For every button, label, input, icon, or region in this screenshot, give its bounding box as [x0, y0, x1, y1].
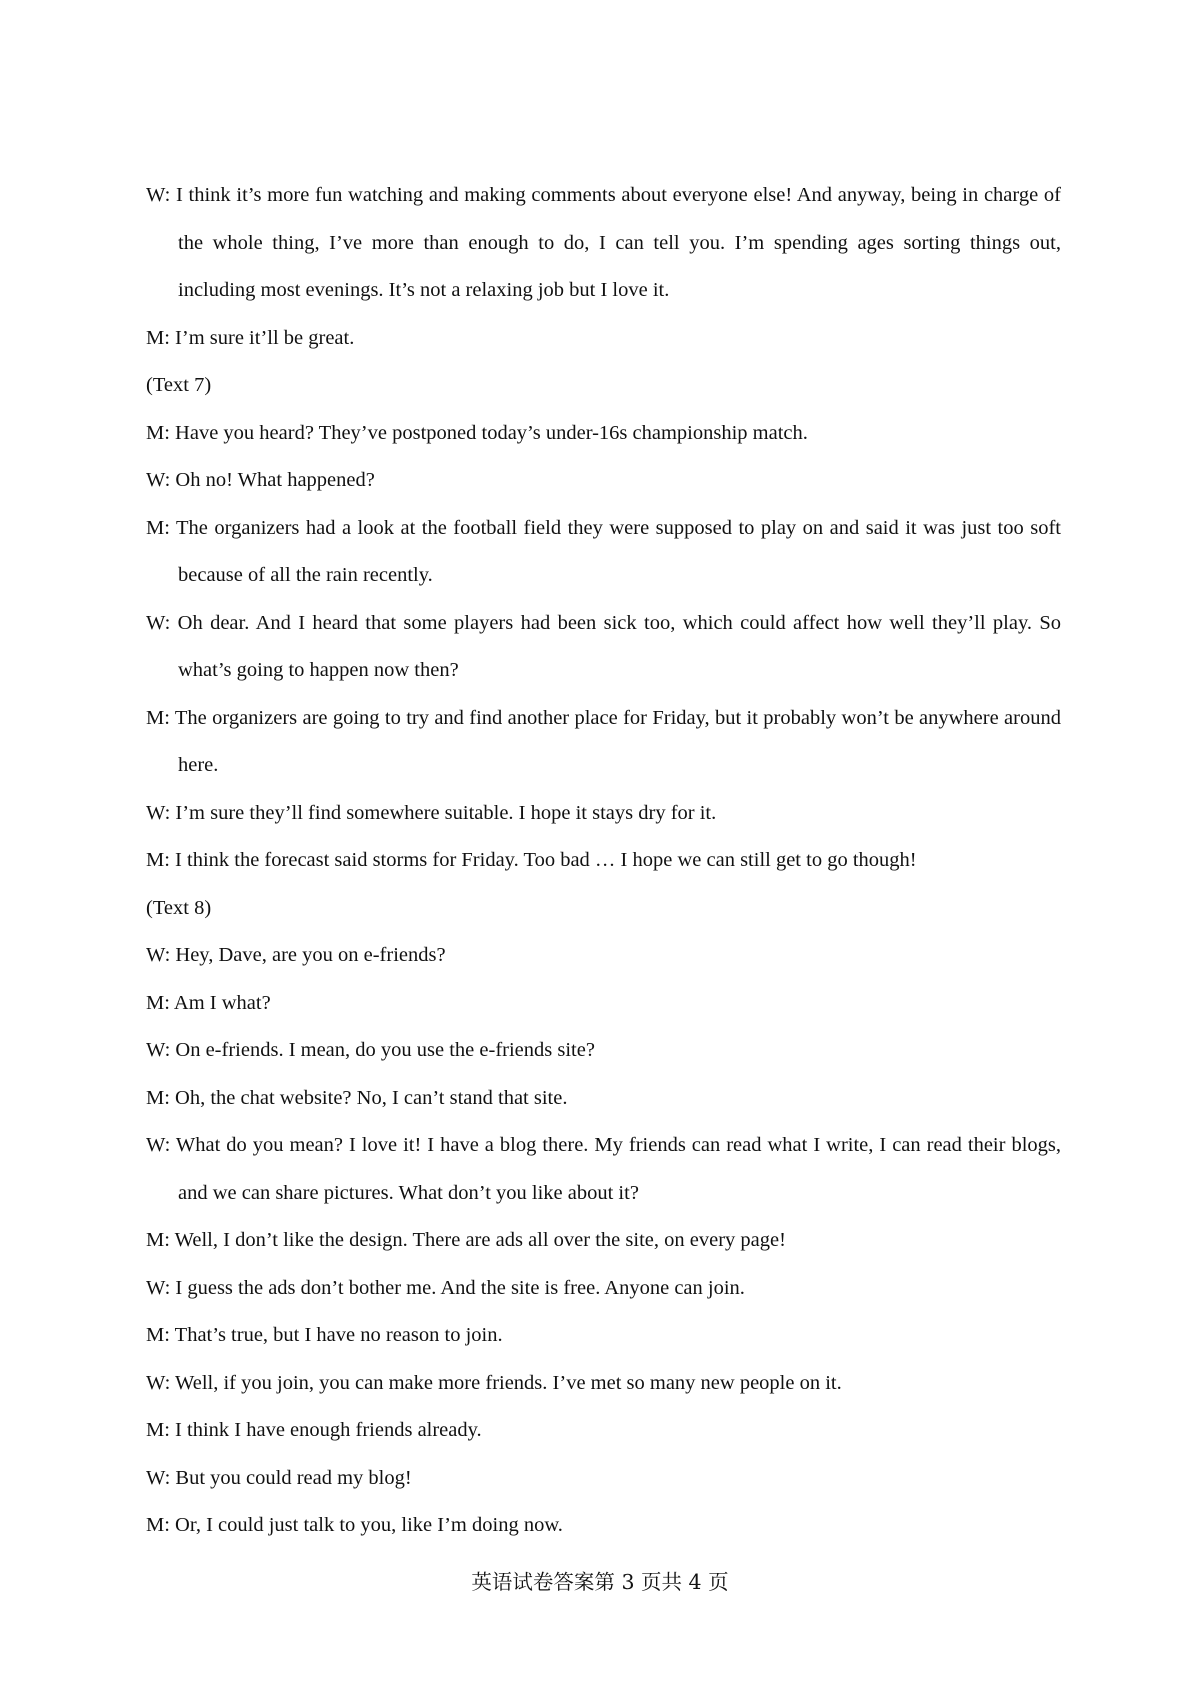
transcript-line: M: The organizers had a look at the football field they were supposed to play on and said it was just too soft because of all the rain recently. [146, 516, 1061, 586]
transcript-line: W: What do you mean? I love it! I have a blog there. My friends can read what I write, I can read their blogs, and we can share pictures. What don’t you like about it? [146, 1134, 1061, 1204]
page-footer: 英语试卷答案第 3 页共 4 页 [471, 1570, 729, 1594]
transcript-line: W: I guess the ads don’t bother me. And the site is free. Anyone can join. [146, 1276, 745, 1299]
transcript-line: W: Oh no! What happened? [146, 469, 375, 491]
section-heading: (Text 7) [146, 374, 212, 396]
transcript-line: M: That’s true, but I have no reason to join. [146, 1324, 503, 1346]
transcript-line: W: But you could read my blog! [146, 1466, 412, 1489]
transcript-line: W: On e-friends. I mean, do you use the e-friends site? [146, 1039, 595, 1061]
transcript-line: M: I’m sure it’ll be great. [146, 326, 355, 349]
transcript-line: M: I think I have enough friends already. [146, 1419, 482, 1441]
transcript-line: M: Am I what? [146, 991, 271, 1014]
transcript-line: M: Oh, the chat website? No, I can’t stand that site. [146, 1086, 568, 1109]
transcript-line: M: The organizers are going to try and find another place for Friday, but it probably won’t be anywhere around here. [146, 706, 1061, 776]
transcript-line: M: Have you heard? They’ve postponed today’s under-16s championship match. [146, 421, 808, 444]
transcript-line: W: Well, if you join, you can make more friends. I’ve met so many new people on it. [146, 1371, 842, 1394]
transcript-line: W: Oh dear. And I heard that some players had been sick too, which could affect how well they’ll play. So what’s going to happen now then? [146, 611, 1061, 681]
transcript-line: M: Well, I don’t like the design. There are ads all over the site, on every page! [146, 1229, 786, 1251]
transcript-line: W: I think it’s more fun watching and making comments about everyone else! And anyway, being in charge of the whole thing, I’ve more than enough to do, I can tell you. I’m spending ages sorting things out, including most evenings. It’s not a relaxing job but I love it. [146, 184, 1061, 301]
transcript-line: M: Or, I could just talk to you, like I’m doing now. [146, 1514, 563, 1536]
transcript-line: W: Hey, Dave, are you on e-friends? [146, 944, 446, 966]
transcript-line: M: I think the forecast said storms for Friday. Too bad … I hope we can still get to go though! [146, 849, 917, 871]
transcript-line: W: I’m sure they’ll find somewhere suitable. I hope it stays dry for it. [146, 801, 717, 824]
transcript-body [146, 172, 1061, 1550]
section-heading: (Text 8) [146, 896, 212, 919]
